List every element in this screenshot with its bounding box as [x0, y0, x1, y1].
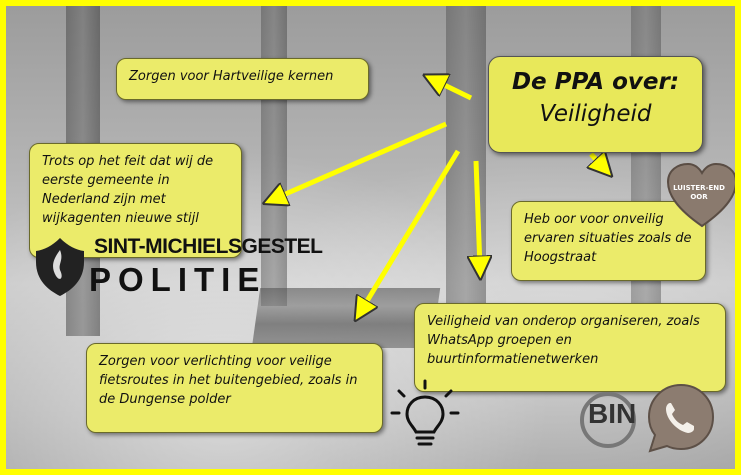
- gemeente-logo-text: SINT-MICHIELSGESTEL: [94, 235, 323, 258]
- box-trots: Trots op het feit dat wij de eerste gemeente in Nederland zijn met wijkagenten nieuwe stijl: [29, 143, 242, 258]
- heart-logo-text: LUISTER-END OOR: [673, 184, 725, 201]
- bin-logo-text: BIN: [588, 398, 637, 429]
- box-oor: Heb oor voor onveilig ervaren situaties zoals de Hoogstraat: [511, 201, 706, 281]
- arrow-to-hartveilig: [434, 80, 471, 98]
- box-hartveilig: Zorgen voor Hartveilige kernen: [116, 58, 369, 100]
- box-verlichting: Zorgen voor verlichting voor veilige fietsroutes in het buitengebied, zoals in de Dungense polder: [86, 343, 383, 433]
- arrow-to-oor: [591, 154, 604, 168]
- title-line-1: De PPA over:: [511, 69, 680, 95]
- politie-emblem-icon: [30, 236, 90, 298]
- arrow-to-trots: [274, 124, 446, 199]
- whatsapp-icon: [644, 381, 718, 455]
- title-line-2: Veiligheid: [539, 101, 652, 127]
- arrow-to-verlichting: [361, 151, 458, 311]
- central-title-box: [488, 56, 703, 153]
- arrow-to-onderop: [476, 161, 480, 268]
- lightbulb-icon: [389, 379, 461, 459]
- box-onderop: Veiligheid van onderop organiseren, zoals WhatsApp groepen en buurtinformatienetwerken: [414, 303, 726, 392]
- politie-logo-text: POLITIE: [89, 261, 267, 298]
